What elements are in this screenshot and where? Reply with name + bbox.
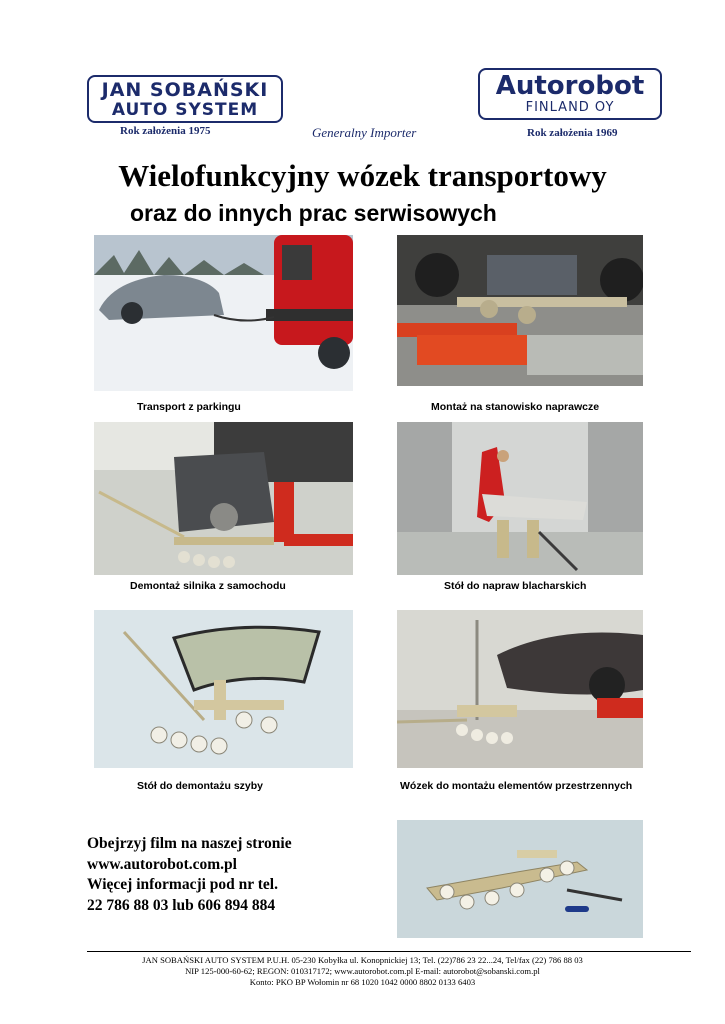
caption-photo-2: Montaż na stanowisko naprawcze (431, 401, 600, 413)
info-line3: Więcej informacji pod nr tel. (87, 876, 278, 893)
autorobot-logo (478, 68, 662, 120)
photo-trolley-product (397, 820, 643, 938)
page-title: Wielofunkcyjny wózek transportowy (118, 158, 607, 193)
footer-address: JAN SOBAŃSKI AUTO SYSTEM P.U.H. 05-230 Kobyłka ul. Konopnickiej 13; Tel. (22)786 23 22...24, Tel/fax (22) 786 88 03 (142, 955, 583, 965)
website-link[interactable]: www.autorobot.com.pl (87, 855, 237, 873)
photo-mounting-bench (397, 235, 643, 386)
jan-sobanski-logo (87, 75, 283, 123)
footer-registration: NIP 125-000-60-62; REGON: 010317172; www.autorobot.com.pl E-mail: autorobot@sobanski.com.pl (185, 966, 540, 976)
right-logo-line1: Autorobot (495, 71, 645, 101)
caption-photo-3: Demontaż silnika z samochodu (130, 580, 286, 592)
caption-photo-1: Transport z parkingu (137, 401, 241, 413)
footer-divider (87, 951, 691, 952)
info-line1: Obejrzyj film na naszej stronie (87, 835, 292, 852)
right-founding-year: Rok założenia 1969 (527, 127, 618, 139)
page-subtitle: oraz do innych prac serwisowych (130, 200, 497, 226)
caption-photo-4: Stół do napraw blacharskich (444, 580, 587, 592)
photo-engine-removal (94, 422, 353, 575)
info-block (87, 834, 292, 916)
photo-bodywork-table (397, 422, 643, 575)
right-logo-line2: FINLAND OY (525, 100, 615, 115)
left-logo-line1: JAN SOBAŃSKI (101, 79, 269, 101)
left-founding-year: Rok założenia 1975 (120, 125, 211, 137)
photo-transport-parking (94, 235, 353, 391)
photo-windscreen-table (94, 610, 353, 768)
caption-photo-5: Stół do demontażu szyby (137, 780, 264, 792)
footer-bank-account: Konto: PKO BP Wołomin nr 68 1020 1042 0000 8802 0133 6403 (249, 977, 476, 987)
phone-numbers: 22 786 88 03 lub 606 894 884 (87, 896, 276, 914)
left-logo-line2: AUTO SYSTEM (111, 100, 259, 120)
importer-label: Generalny Importer (312, 125, 417, 140)
photo-spatial-trolley (397, 610, 643, 768)
caption-photo-6: Wózek do montażu elementów przestrzennych (400, 780, 633, 792)
